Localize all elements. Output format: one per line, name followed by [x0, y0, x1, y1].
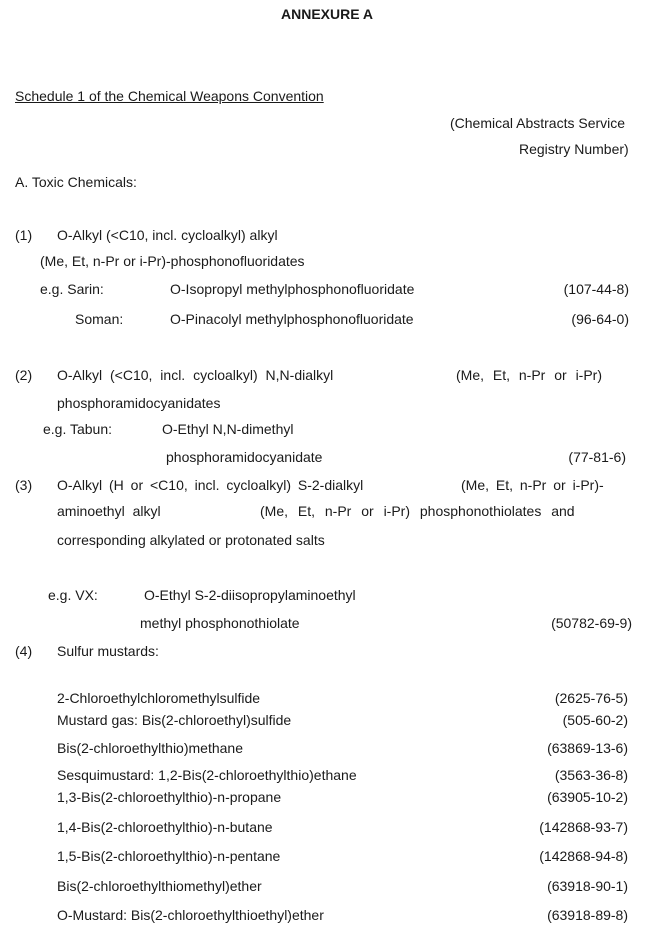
mustard-row-cas: (3563-36-8)	[554, 767, 628, 783]
mustard-row-name: 1,4-Bis(2-chloroethylthio)-n-butane	[57, 819, 273, 835]
item1-example1-label: e.g. Sarin:	[40, 281, 104, 297]
item1-example2-label: Soman:	[75, 311, 124, 327]
mustard-row-cas: (2625-76-5)	[554, 690, 628, 706]
mustard-row-name: Sesquimustard: 1,2-Bis(2-chloroethylthio)ethane	[57, 767, 357, 783]
item1-example2-name: O-Pinacolyl methylphosphonofluoridate	[170, 311, 414, 327]
mustard-row-cas: (63905-10-2)	[547, 789, 628, 805]
item1-line2: (Me, Et, n-Pr or i-Pr)-phosphonofluoridates	[40, 253, 305, 269]
schedule-heading: Schedule 1 of the Chemical Weapons Convention	[15, 88, 324, 104]
item2-line1a: O-Alkyl (<C10, incl. cycloalkyl) N,N-dialkyl	[57, 367, 334, 383]
item3-line2a: aminoethyl alkyl	[57, 503, 161, 519]
section-a-heading: A. Toxic Chemicals:	[15, 174, 137, 190]
item4-number: (4)	[15, 643, 33, 659]
mustard-row-cas: (63869-13-6)	[547, 740, 628, 756]
mustard-row-cas: (505-60-2)	[562, 712, 628, 728]
item1-example1-cas: (107-44-8)	[563, 281, 629, 297]
cas-header-line1: (Chemical Abstracts Service	[450, 115, 626, 131]
mustard-row-name: O-Mustard: Bis(2-chloroethylthioethyl)ether	[57, 907, 324, 923]
item1-number: (1)	[15, 227, 33, 243]
mustard-row-name: 2-Chloroethylchloromethylsulfide	[57, 690, 261, 706]
item4-heading: Sulfur mustards:	[57, 643, 159, 659]
mustard-row-cas: (142868-93-7)	[539, 819, 628, 835]
mustard-row-cas: (63918-90-1)	[547, 878, 628, 894]
item3-example-label: e.g. VX:	[48, 587, 98, 603]
item2-example-name2: phosphoramidocyanidate	[166, 449, 323, 465]
mustard-row-cas: (63918-89-8)	[547, 907, 628, 923]
item3-example-name1: O-Ethyl S-2-diisopropylaminoethyl	[144, 587, 356, 603]
item3-line1a: O-Alkyl (H or <C10, incl. cycloalkyl) S-2-dialkyl	[57, 477, 364, 493]
mustard-row-cas: (142868-94-8)	[539, 848, 628, 864]
item2-number: (2)	[15, 367, 33, 383]
item2-line1b: (Me, Et, n-Pr or i-Pr)	[456, 367, 603, 383]
item2-example-cas: (77-81-6)	[568, 449, 626, 465]
item3-example-name2: methyl phosphonothiolate	[140, 615, 300, 631]
item2-example-name1: O-Ethyl N,N-dimethyl	[162, 421, 294, 437]
item3-line3: corresponding alkylated or protonated salts	[57, 532, 325, 548]
mustard-row-name: Bis(2-chloroethylthiomethyl)ether	[57, 878, 262, 894]
item3-line1b: (Me, Et, n-Pr or i-Pr)-	[461, 477, 604, 493]
item1-line1: O-Alkyl (<C10, incl. cycloalkyl) alkyl	[57, 227, 278, 243]
mustard-row-name: 1,5-Bis(2-chloroethylthio)-n-pentane	[57, 848, 281, 864]
item3-line2b: (Me, Et, n-Pr or i-Pr) phosphonothiolates and	[260, 503, 575, 519]
item3-number: (3)	[15, 477, 33, 493]
cas-header-line2: Registry Number)	[519, 141, 629, 157]
mustard-row-name: 1,3-Bis(2-chloroethylthio)-n-propane	[57, 789, 282, 805]
item1-example1-name: O-Isopropyl methylphosphonofluoridate	[170, 281, 415, 297]
item1-example2-cas: (96-64-0)	[571, 311, 629, 327]
item2-line2: phosphoramidocyanidates	[57, 395, 221, 411]
mustard-row-name: Mustard gas: Bis(2-chloroethyl)sulfide	[57, 712, 292, 728]
item2-example-label: e.g. Tabun:	[43, 421, 113, 437]
mustard-row-name: Bis(2-chloroethylthio)methane	[57, 740, 243, 756]
item3-example-cas: (50782-69-9)	[551, 615, 632, 631]
page-title: ANNEXURE A	[281, 6, 374, 22]
